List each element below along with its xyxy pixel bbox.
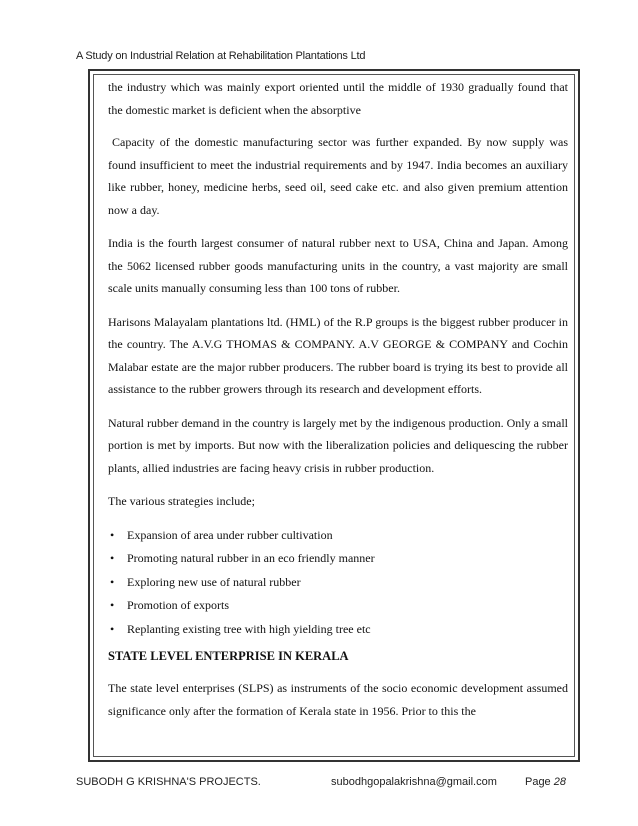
list-item: • Promoting natural rubber in an eco friendly manner	[108, 547, 568, 571]
page-body	[108, 76, 568, 733]
bullet-icon: •	[110, 621, 115, 636]
paragraph-3: India is the fourth largest consumer of natural rubber next to USA, China and Japan. Among the 5062 licensed rubber goods manufacturing units in the country, a vast majority are small scale units manually consuming less than 100 tons of rubber.	[108, 236, 568, 295]
bullet-icon: •	[110, 574, 115, 589]
list-item: • Replanting existing tree with high yielding tree etc	[108, 618, 568, 642]
bullet-icon: •	[110, 551, 115, 565]
page-number-value: 28	[553, 776, 566, 788]
paragraph-1: the industry which was mainly export oriented until the middle of 1930 gradually found that the domestic market is deficient when the absorptive	[108, 80, 568, 117]
page-number	[525, 776, 566, 788]
paragraph-4: Harisons Malayalam plantations ltd. (HML) of the R.P groups is the biggest rubber producer in the country. The A.V.G THOMAS & COMPANY. A.V GEORGE & COMPANY and Cochin Malabar estate are the major rubber producers. The rubber board is trying its best to provide all assistance to the rubber growers through its research and development efforts.	[108, 314, 568, 396]
list-item: • Expansion of area under rubber cultivation	[108, 524, 568, 548]
footer-email: subodhgopalakrishna@gmail.com	[331, 776, 497, 788]
footer-project: SUBODH G KRISHNA'S PROJECTS.	[76, 776, 261, 788]
paragraph-5: Natural rubber demand in the country is largely met by the indigenous production. Only a small portion is met by imports. But now with the liberalization policies and deliquescing the rubber plants, allied industries are facing heavy crisis in rubber production.	[108, 415, 568, 475]
bullet-icon: •	[110, 598, 115, 612]
strategy-list	[108, 524, 568, 642]
page-footer	[76, 776, 566, 792]
paragraph-6: The various strategies include;	[108, 494, 255, 508]
page-header: A Study on Industrial Relation at Rehabilitation Plantations Ltd	[76, 50, 366, 62]
list-item: • Exploring new use of natural rubber	[108, 571, 568, 595]
paragraph-7: The state level enterprises (SLPS) as instruments of the socio economic development assumed significance only after the formation of Kerala state in 1956. Prior to this the	[108, 681, 568, 718]
page-label: Page	[524, 776, 551, 788]
bullet-icon: •	[110, 527, 115, 542]
paragraph-2: Capacity of the domestic manufacturing sector was further expanded. By now supply was found insufficient to meet the industrial requirements and by 1947. India becomes an auxiliary like rubber, honey, medicine herbs, seed oil, seed cake etc. and also given premium attention now a day.	[108, 135, 568, 217]
section-heading: STATE LEVEL ENTERPRISE IN KERALA	[108, 649, 349, 663]
list-item: • Promotion of exports	[108, 594, 568, 618]
